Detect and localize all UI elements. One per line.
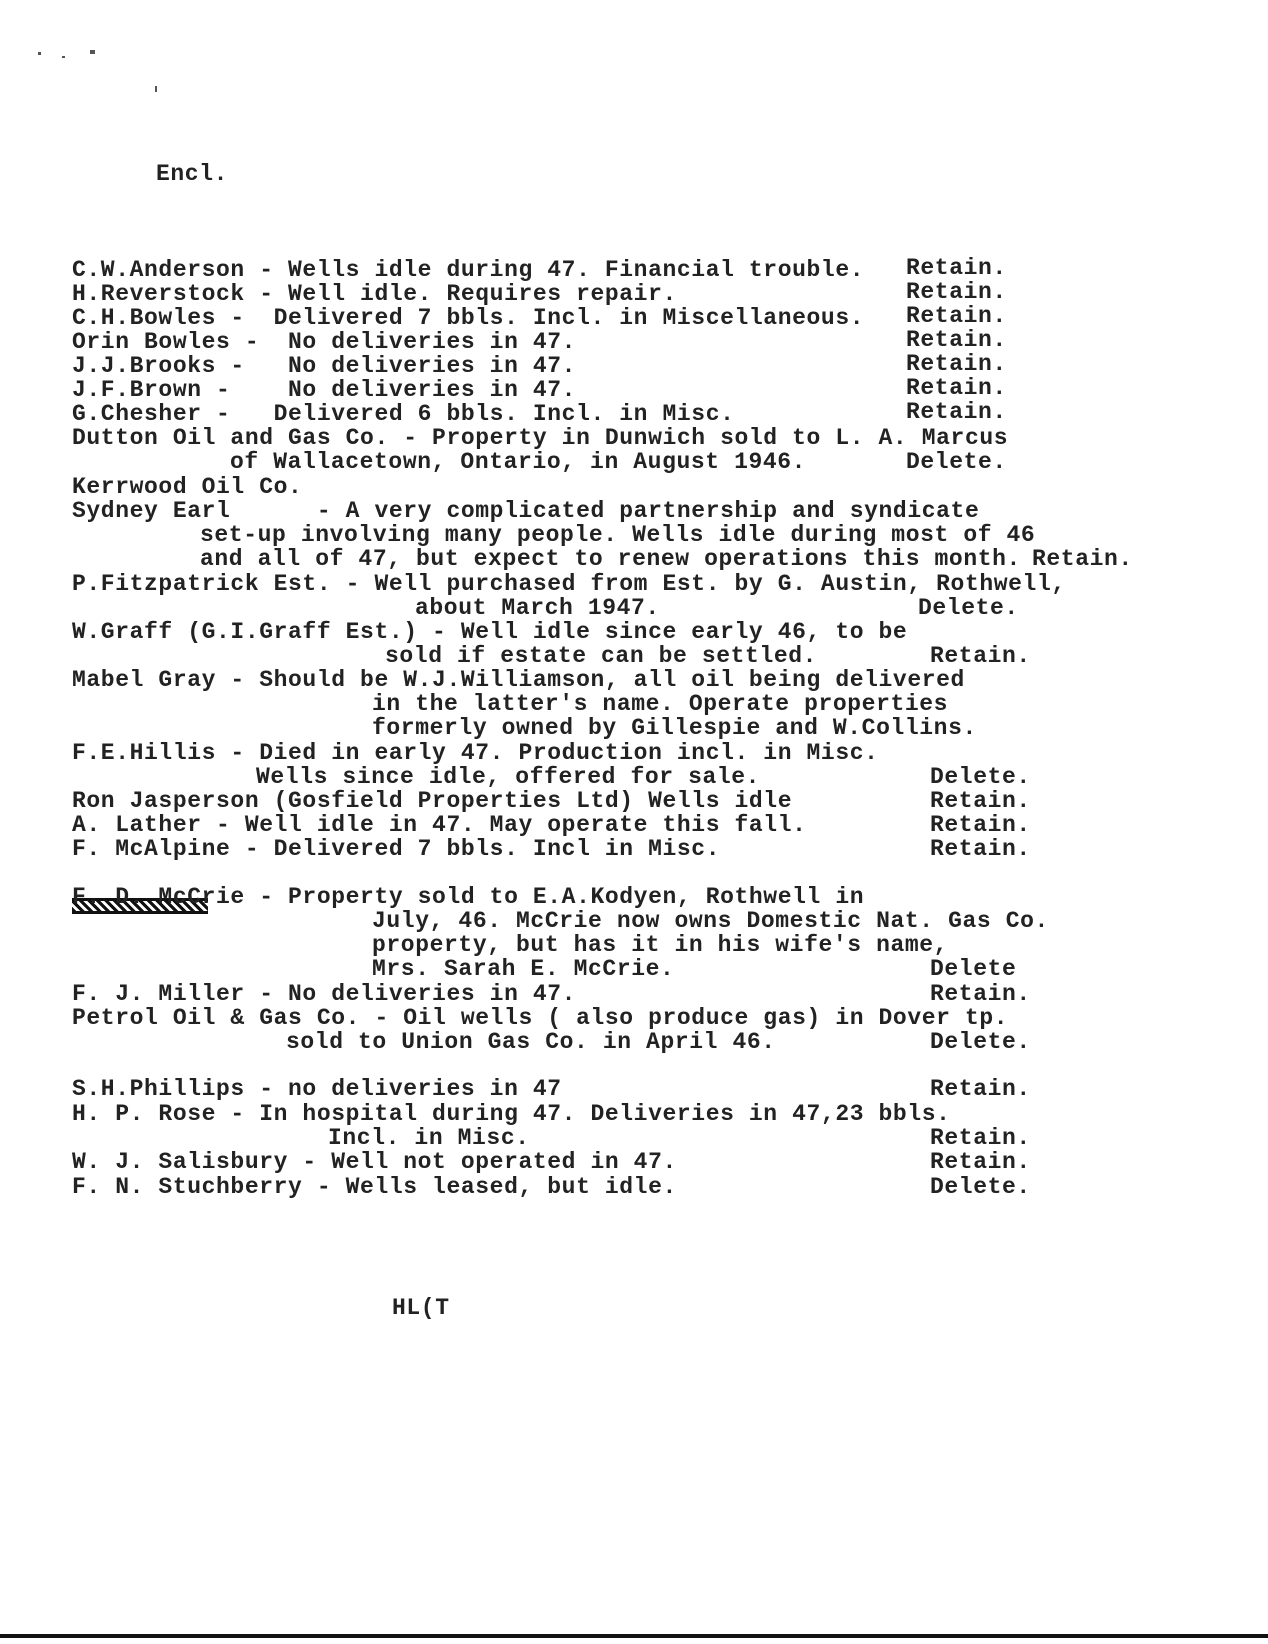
entry-line: sold if estate can be settled. bbox=[385, 643, 818, 669]
entry-line: F. N. Stuchberry - Wells leased, but idle. bbox=[72, 1174, 677, 1200]
entry-line: F. McAlpine - Delivered 7 bbls. Incl in Misc. bbox=[72, 836, 721, 862]
entry-status: Retain. bbox=[906, 303, 1007, 329]
entry-status: Delete. bbox=[906, 449, 1007, 475]
entry-status: Delete. bbox=[930, 764, 1031, 790]
entry-status: Retain. bbox=[930, 788, 1031, 814]
entry-status: Retain. bbox=[906, 399, 1007, 425]
entry-line: Incl. in Misc. bbox=[328, 1125, 530, 1151]
entry-status: Retain. bbox=[906, 375, 1007, 401]
entry-line: Mabel Gray - Should be W.J.Williamson, all oil being delivered bbox=[72, 667, 965, 693]
entry-line: set-up involving many people. Wells idle during most of 46 bbox=[200, 522, 1036, 548]
entry-line: July, 46. McCrie now owns Domestic Nat. Gas Co. bbox=[372, 908, 1049, 934]
entry-line: Sydney Earl - A very complicated partnership and syndicate bbox=[72, 498, 980, 524]
entry-line: Dutton Oil and Gas Co. - Property in Dunwich sold to L. A. Marcus bbox=[72, 425, 1009, 451]
entry-line: in the latter's name. Operate properties bbox=[372, 691, 949, 717]
entry-line: A. Lather - Well idle in 47. May operate this fall. bbox=[72, 812, 807, 838]
entry-line: F.E.Hillis - Died in early 47. Production incl. in Misc. bbox=[72, 740, 879, 766]
entry-line: H. P. Rose - In hospital during 47. Deliveries in 47,23 bbls. bbox=[72, 1101, 951, 1127]
entry-line: H.Reverstock - Well idle. Requires repair. bbox=[72, 281, 677, 307]
entry-status: Retain. bbox=[906, 279, 1007, 305]
entry-status: Retain. bbox=[930, 1125, 1031, 1151]
entry-status: Retain. bbox=[930, 812, 1031, 838]
entry-line: J.J.Brooks - No deliveries in 47. bbox=[72, 353, 577, 379]
specks bbox=[62, 56, 65, 58]
entry-line: sold to Union Gas Co. in April 46. bbox=[286, 1029, 776, 1055]
entry-status: Retain. bbox=[906, 255, 1007, 281]
enclosure-header: Encl. bbox=[156, 161, 229, 187]
entry-line: Petrol Oil & Gas Co. - Oil wells ( also produce gas) in Dover tp. bbox=[72, 1005, 1009, 1031]
page-edge-rule bbox=[0, 1634, 1268, 1638]
specks bbox=[155, 86, 157, 92]
entry-line: Orin Bowles - No deliveries in 47. bbox=[72, 329, 577, 355]
entry-status: Delete. bbox=[918, 595, 1019, 621]
entry-line: S.H.Phillips - no deliveries in 47 bbox=[72, 1076, 562, 1102]
entry-status: Delete bbox=[930, 956, 1017, 982]
footer-initials: HL(T bbox=[392, 1295, 450, 1321]
entry-line: Mrs. Sarah E. McCrie. bbox=[372, 956, 675, 982]
entry-line: property, but has it in his wife's name, bbox=[372, 932, 949, 958]
entry-status: Delete. bbox=[930, 1174, 1031, 1200]
entry-status: Retain. bbox=[906, 327, 1007, 353]
specks bbox=[90, 50, 95, 54]
entry-line: F. J. Miller - No deliveries in 47. bbox=[72, 981, 577, 1007]
entry-line: G.Chesher - Delivered 6 bbls. Incl. in Misc. bbox=[72, 401, 735, 427]
entry-line: Kerrwood Oil Co. bbox=[72, 474, 303, 500]
entry-line: C.W.Anderson - Wells idle during 47. Financial trouble. bbox=[72, 257, 865, 283]
entry-line: Ron Jasperson (Gosfield Properties Ltd) Wells idle bbox=[72, 788, 793, 814]
entry-line: W.Graff (G.I.Graff Est.) - Well idle since early 46, to be bbox=[72, 619, 908, 645]
entry-line: and all of 47, but expect to renew operations this month. bbox=[200, 546, 1021, 572]
entry-status: Retain. bbox=[906, 351, 1007, 377]
entry-line: about March 1947. bbox=[415, 595, 660, 621]
entry-line: of Wallacetown, Ontario, in August 1946. bbox=[230, 449, 807, 475]
entry-line: Wells since idle, offered for sale. bbox=[256, 764, 761, 790]
entry-line: W. J. Salisbury - Well not operated in 47. bbox=[72, 1149, 677, 1175]
entry-line: formerly owned by Gillespie and W.Collins. bbox=[372, 715, 977, 741]
entry-status: Delete. bbox=[930, 1029, 1031, 1055]
entry-line: P.Fitzpatrick Est. - Well purchased from Est. by G. Austin, Rothwell, bbox=[72, 571, 1066, 597]
specks bbox=[38, 52, 41, 55]
entry-status: Retain. bbox=[930, 1076, 1031, 1102]
entry-status: Retain. bbox=[930, 981, 1031, 1007]
entry-line: J.F.Brown - No deliveries in 47. bbox=[72, 377, 577, 403]
entry-status: Retain. bbox=[930, 836, 1031, 862]
entry-status: Retain. bbox=[1032, 546, 1133, 572]
entry-line: F. D. McCrie - Property sold to E.A.Kodyen, Rothwell in bbox=[72, 884, 865, 910]
entry-line: C.H.Bowles - Delivered 7 bbls. Incl. in Miscellaneous. bbox=[72, 305, 865, 331]
entry-status: Retain. bbox=[930, 1149, 1031, 1175]
entry-status: Retain. bbox=[930, 643, 1031, 669]
